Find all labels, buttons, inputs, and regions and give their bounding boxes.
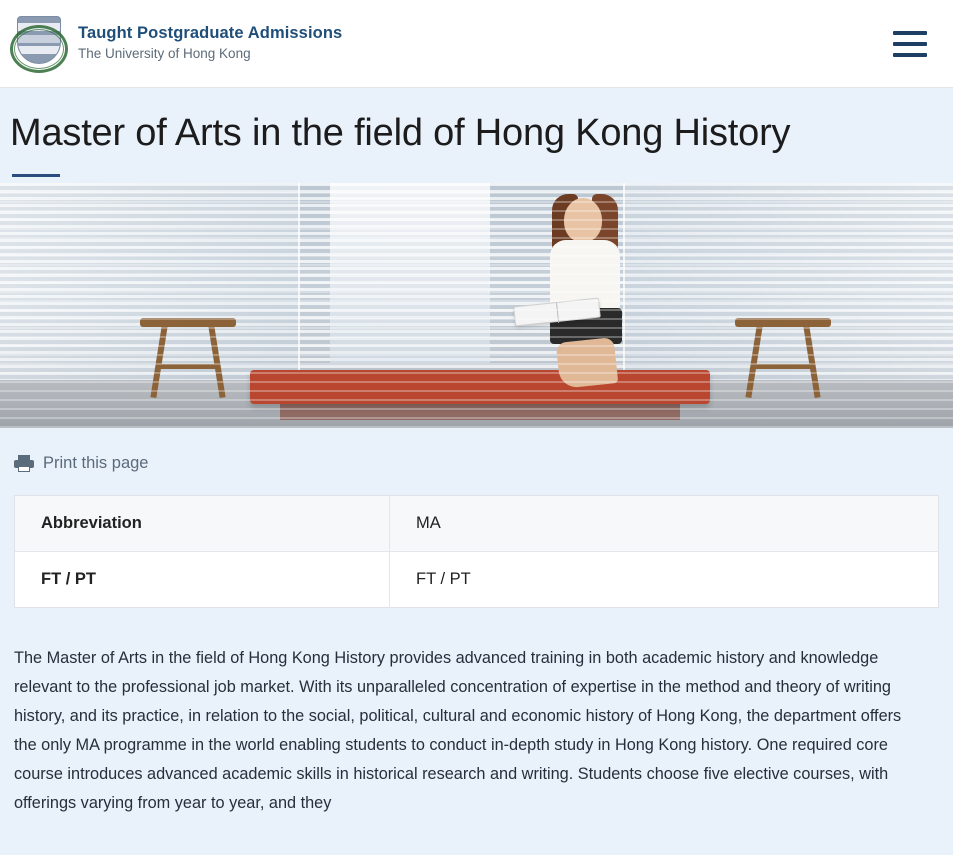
table-cell-label: FT / PT bbox=[15, 551, 390, 607]
header-titles bbox=[78, 23, 342, 65]
page-content bbox=[0, 88, 953, 855]
table-row bbox=[15, 551, 939, 607]
crest-inner-ring-icon bbox=[14, 29, 64, 69]
table-row bbox=[15, 495, 939, 551]
hero-window-panel bbox=[330, 183, 490, 363]
page-title: Master of Arts in the field of Hong Kong History bbox=[10, 112, 791, 154]
hero-stool-left bbox=[140, 318, 236, 398]
site-title[interactable]: Taught Postgraduate Admissions bbox=[78, 23, 343, 42]
table-cell-label: Abbreviation bbox=[15, 495, 390, 551]
page-title-wrap bbox=[0, 88, 953, 177]
table-cell-value: FT / PT bbox=[390, 551, 939, 607]
hero-banner-image bbox=[0, 183, 953, 428]
hamburger-menu-icon[interactable] bbox=[893, 31, 927, 57]
hamburger-bar-1 bbox=[893, 31, 927, 35]
hamburger-bar-2 bbox=[893, 42, 927, 46]
hero-stool-right bbox=[735, 318, 831, 398]
site-subtitle: The University of Hong Kong bbox=[78, 46, 251, 62]
title-underline-rule bbox=[12, 174, 60, 177]
hero-student-figure bbox=[520, 198, 650, 388]
hero-bench-base bbox=[280, 402, 680, 420]
programme-description: The Master of Arts in the field of Hong Kong History provides advanced training in both academic history and knowledge relevant to the professional job market. With its unparalleled concentration of expertise in the method and theory of writing history, and its practice, in relation to the social, political, cultural and economic history of Hong Kong, the department offers the only MA programme in the world enabling students to conduct in-depth study in Hong Kong history. One required core course introduces advanced academic skills in historical research and writing. Students choose five elective courses, with offerings varying from year to year, and they bbox=[14, 648, 902, 812]
print-page-label: Print this page bbox=[43, 453, 149, 472]
table-cell-value: MA bbox=[390, 495, 939, 551]
hku-crest-logo[interactable] bbox=[10, 13, 68, 75]
programme-info-table bbox=[14, 495, 939, 608]
printer-icon bbox=[14, 455, 34, 472]
site-header bbox=[0, 0, 953, 88]
hamburger-bar-3 bbox=[893, 53, 927, 57]
print-page-link[interactable] bbox=[0, 428, 953, 473]
